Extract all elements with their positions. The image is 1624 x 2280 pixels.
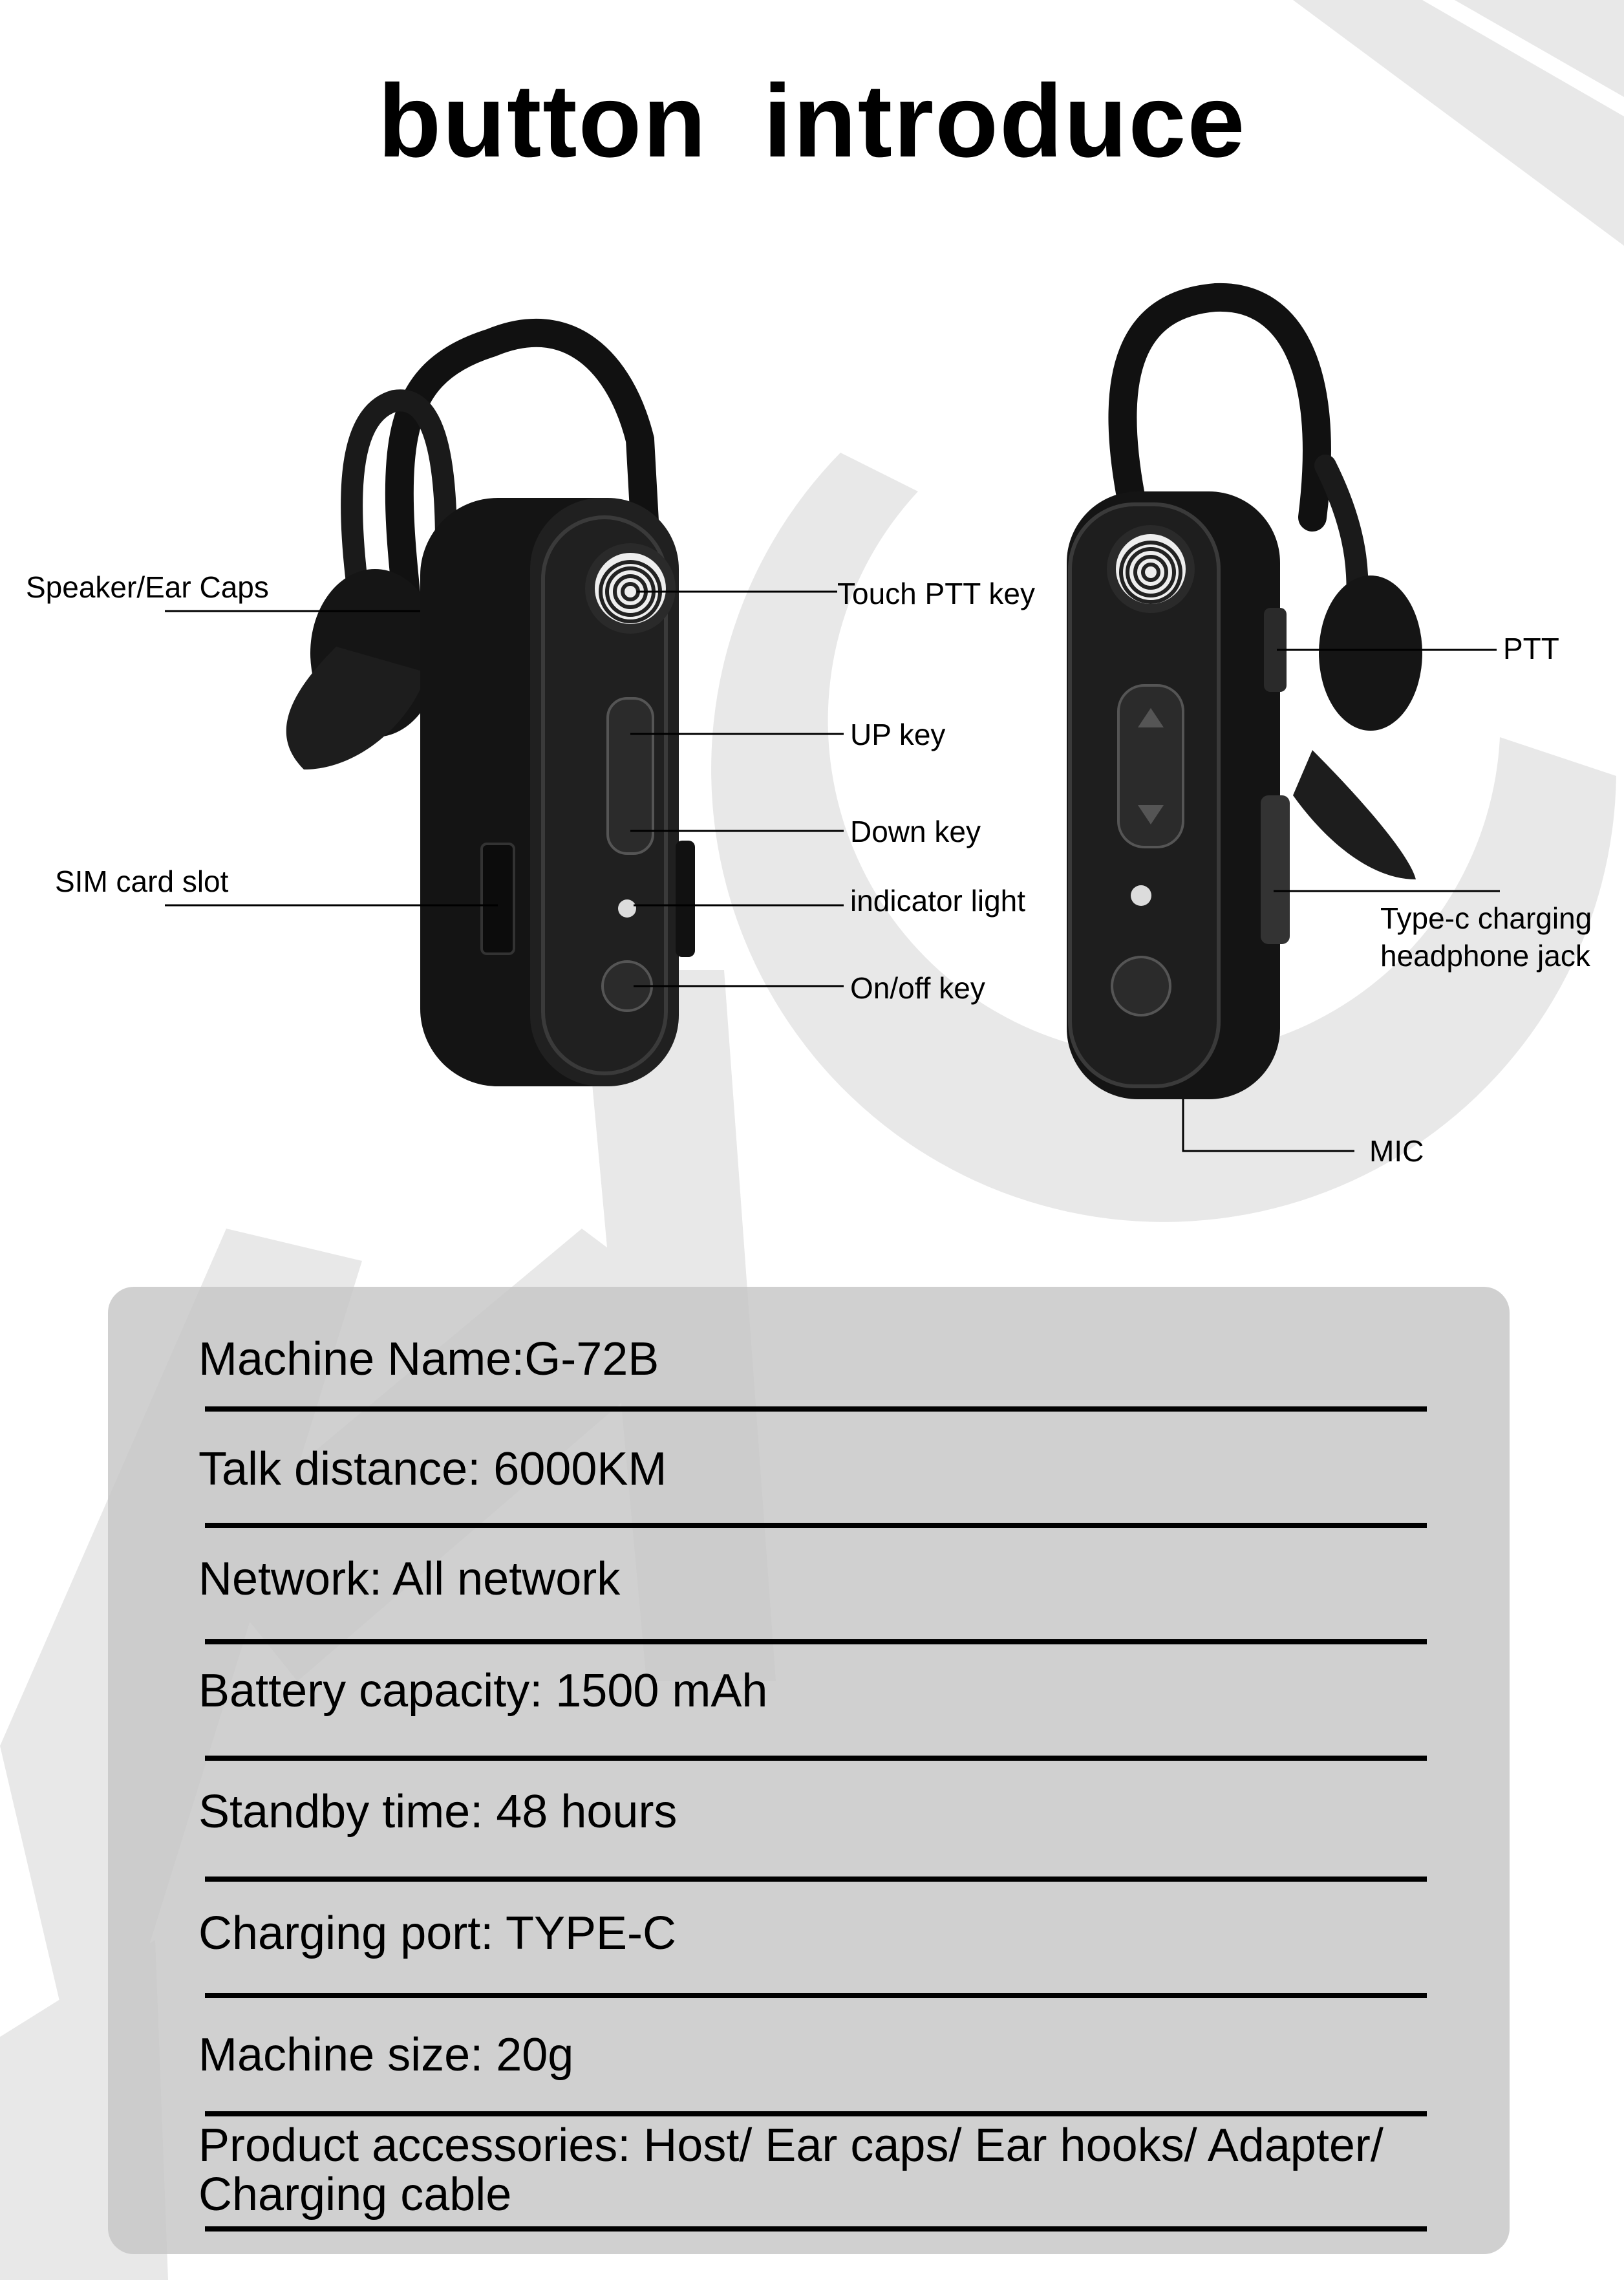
label-indicator-light: indicator light [850, 884, 1026, 918]
label-on-off-key: On/off key [850, 971, 985, 1005]
label-mic: MIC [1369, 1134, 1424, 1168]
label-typec-line2: headphone jack [1380, 939, 1590, 973]
spec-panel [108, 1287, 1510, 2254]
right-device-image [1067, 297, 1422, 1099]
page-title: button introduce [378, 63, 1246, 178]
spec-network: Network: All network [198, 1553, 621, 1605]
label-down-key: Down key [850, 815, 981, 848]
spec-standby-time: Standby time: 48 hours [198, 1786, 678, 1838]
label-up-key: UP key [850, 718, 946, 751]
label-ptt: PTT [1503, 632, 1559, 665]
spec-divider [205, 1756, 1427, 1761]
label-touch-ptt-key: Touch PTT key [837, 577, 1035, 610]
spec-divider [205, 1877, 1427, 1882]
spec-divider [205, 2111, 1427, 2116]
label-sim-card-slot: SIM card slot [55, 865, 229, 898]
spec-charging-port: Charging port: TYPE-C [198, 1908, 676, 1959]
spec-divider [205, 1993, 1427, 1998]
spec-product-accessories: Product accessories: Host/ Ear caps/ Ear hooks/ Adapter/ Charging cable [198, 2120, 1384, 2221]
spec-divider [205, 2226, 1427, 2232]
label-speaker-ear-caps: Speaker/Ear Caps [26, 570, 269, 604]
spec-divider [205, 1523, 1427, 1528]
spec-machine-name: Machine Name:G-72B [198, 1333, 659, 1385]
label-typec-line1: Type-c charging [1380, 901, 1592, 935]
spec-divider [205, 1639, 1427, 1644]
spec-machine-size: Machine size: 20g [198, 2029, 574, 2081]
spec-divider [205, 1406, 1427, 1412]
spec-battery-capacity: Battery capacity: 1500 mAh [198, 1665, 768, 1717]
spec-talk-distance: Talk distance: 6000KM [198, 1443, 667, 1495]
left-device-image [286, 333, 695, 1086]
